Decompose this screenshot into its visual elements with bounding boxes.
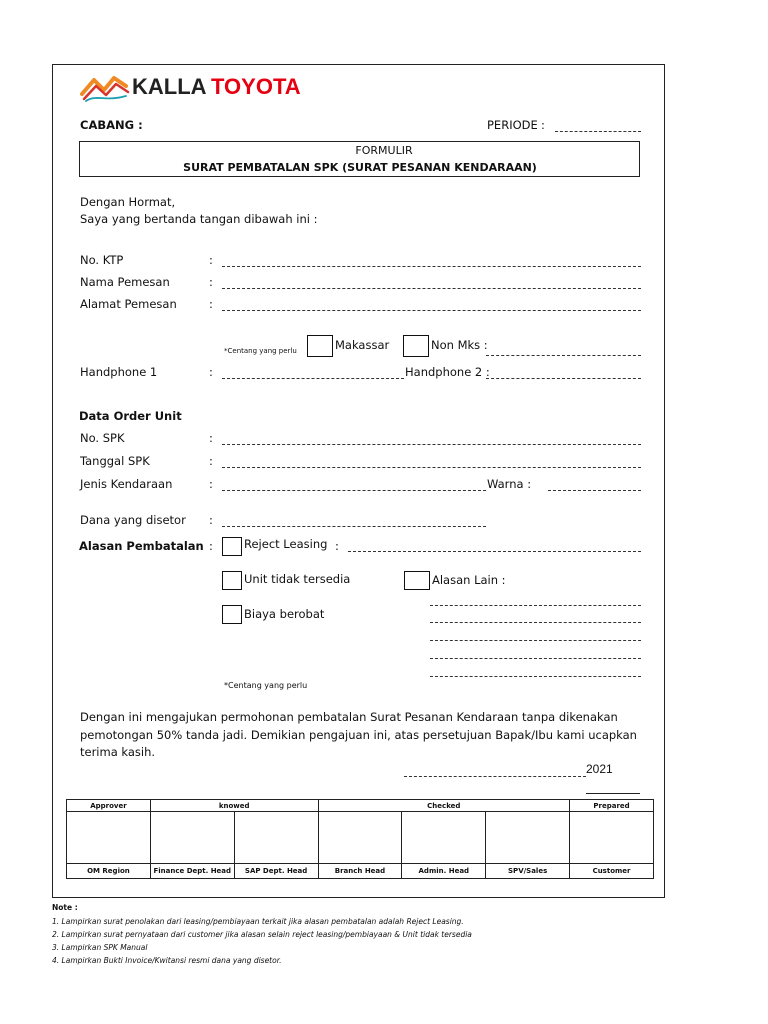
unit-tidak-tersedia-checkbox[interactable] [222,571,242,590]
no-ktp-colon: : [209,253,213,267]
non-mks-field[interactable] [486,355,641,356]
role-om-region: OM Region [67,863,151,878]
role-finance-dept-head: Finance Dept. Head [150,863,234,878]
checked-header: Checked [318,800,570,812]
no-spk-label: No. SPK [80,431,125,445]
note-item-3: 3. Lampirkan SPK Manual [52,943,148,952]
reject-leasing-colon: : [335,539,339,553]
reject-leasing-label: Reject Leasing [244,537,328,551]
tanggal-spk-colon: : [209,454,213,468]
alamat-pemesan-label: Alamat Pemesan [80,297,177,311]
note-title: Note : [52,903,78,912]
signature-cell-admin-head[interactable] [402,812,486,864]
signature-cell-spv-sales[interactable] [486,812,570,864]
alasan-lain-line-3[interactable] [430,640,641,641]
alasan-lain-line-5[interactable] [430,676,641,677]
role-spv-sales: SPV/Sales [486,863,570,878]
alasan-pembatalan-label: Alasan Pembatalan [79,539,204,553]
logo-mark-icon [80,72,130,102]
nama-pemesan-field[interactable] [222,288,641,289]
reject-leasing-field[interactable] [348,551,641,552]
role-customer: Customer [570,863,654,878]
title-line2: SURAT PEMBATALAN SPK (SURAT PESANAN KENDARAAN) [183,161,537,174]
periode-field[interactable] [555,131,641,132]
tanggal-spk-field[interactable] [222,467,641,468]
alasan-lain-checkbox[interactable] [404,571,430,590]
centang-note-alasan: *Centang yang perlu [224,681,308,690]
no-spk-colon: : [209,431,213,445]
logo-text-toyota: TOYOTA [211,74,301,99]
no-spk-field[interactable] [222,444,641,445]
signature-cell-customer[interactable] [570,812,654,864]
periode-colon: : [541,118,545,132]
handphone1-label: Handphone 1 [80,365,158,379]
makassar-label: Makassar [335,338,390,352]
no-ktp-field[interactable] [222,266,641,267]
greeting-line1: Dengan Hormat, [80,195,176,209]
unit-tidak-tersedia-label: Unit tidak tersedia [244,572,351,586]
role-sap-dept-head: SAP Dept. Head [234,863,318,878]
knowed-header: knowed [150,800,318,812]
signature-cell-sap-dept-head[interactable] [234,812,318,864]
biaya-berobat-label: Biaya berobat [244,607,325,621]
prepared-signature-line [586,793,640,794]
no-ktp-label: No. KTP [80,253,124,267]
note-item-2: 2. Lampirkan surat pernyataan dari customer jika alasan selain reject leasing/pembiayaan & Unit tidak tersedia [52,930,472,939]
tanggal-spk-label: Tanggal SPK [80,454,150,468]
role-branch-head: Branch Head [318,863,402,878]
periode-label: PERIODE [487,118,538,132]
alasan-lain-label: Alasan Lain : [432,573,506,587]
centang-note-location: *Centang yang perlu [224,347,297,355]
jenis-kendaraan-field[interactable] [222,490,486,491]
data-order-title: Data Order Unit [79,409,182,423]
handphone2-field[interactable] [486,378,641,379]
handphone1-field[interactable] [222,378,404,379]
makassar-checkbox[interactable] [307,335,333,357]
statement-line2: pemotongan 50% tanda jadi. Demikian pengajuan ini, atas persetujuan Bapak/Ibu kami ucapkan [80,728,637,742]
jenis-kendaraan-label: Jenis Kendaraan [80,477,173,491]
jenis-kendaraan-colon: : [209,477,213,491]
prepared-header: Prepared [570,800,654,812]
statement-line1: Dengan ini mengajukan permohonan pembatalan Surat Pesanan Kendaraan tanpa dikenakan [80,710,618,724]
biaya-berobat-checkbox[interactable] [222,605,242,624]
date-year: 2021 [586,762,613,776]
kalla-toyota-logo [80,70,320,104]
dana-disetor-colon: : [209,513,213,527]
alamat-pemesan-colon: : [209,297,213,311]
signature-cell-branch-head[interactable] [318,812,402,864]
non-mks-label: Non Mks : [431,338,488,352]
alasan-lain-line-1[interactable] [430,605,641,606]
warna-field[interactable] [548,490,641,491]
approval-table [66,799,654,879]
alasan-colon: : [209,539,213,553]
alasan-lain-line-4[interactable] [430,658,641,659]
alamat-pemesan-field[interactable] [222,310,641,311]
note-item-4: 4. Lampirkan Bukti Invoice/Kwitansi resmi dana yang disetor. [52,956,282,965]
handphone2-label: Handphone 2 : [405,365,490,379]
signature-cell-om-region[interactable] [67,812,151,864]
nama-pemesan-label: Nama Pemesan [80,275,170,289]
statement-line3: terima kasih. [80,745,156,759]
reject-leasing-checkbox[interactable] [222,537,242,556]
title-line1: FORMULIR [355,144,413,157]
logo-text-kalla: KALLA [132,74,207,99]
role-admin-head: Admin. Head [402,863,486,878]
nama-pemesan-colon: : [209,275,213,289]
dana-disetor-field[interactable] [222,526,486,527]
warna-label: Warna : [487,477,532,491]
greeting-line2: Saya yang bertanda tangan dibawah ini : [80,212,318,226]
handphone1-colon: : [209,365,213,379]
date-field[interactable] [404,776,586,777]
non-mks-checkbox[interactable] [403,335,429,357]
dana-disetor-label: Dana yang disetor [80,513,186,527]
note-item-1: 1. Lampirkan surat penolakan dari leasing/pembiayaan terkait jika alasan pembatalan adalah Reject Leasing. [52,917,464,926]
alasan-lain-line-2[interactable] [430,622,641,623]
cabang-label: CABANG : [80,118,143,132]
signature-cell-finance-dept-head[interactable] [150,812,234,864]
approver-header: Approver [67,800,151,812]
